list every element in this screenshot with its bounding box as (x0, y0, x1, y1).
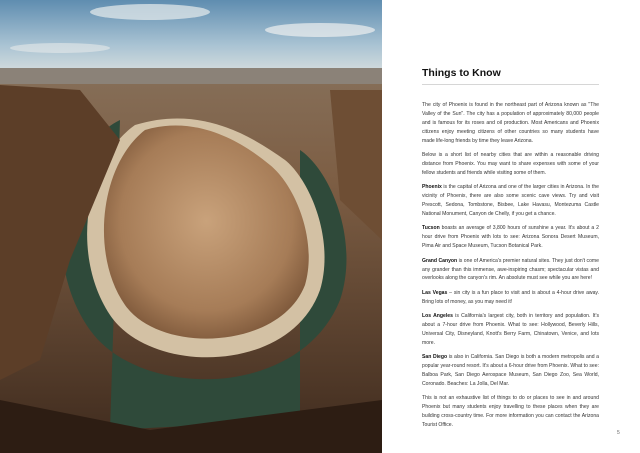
title-divider (422, 84, 599, 85)
paragraph-text: is also in California. San Diego is both a modern metropolis and a popular year-round resort. It's about a 6-hour drive from Phoenix. What to see: Balboa Park, San Diego Aerospace Museum, San Diego Zoo, Sea World, Coronado. Beaches: La Jolla, Del Mar. (422, 354, 599, 387)
paragraph-lead: Tucson (422, 225, 440, 232)
paragraph-grand-canyon (422, 257, 599, 284)
paragraph-tucson (422, 224, 599, 251)
paragraph-las-vegas (422, 289, 599, 307)
paragraph-nearby (422, 151, 599, 178)
paragraph-san-diego (422, 353, 599, 389)
paragraph-text: This is not an exhaustive list of things to do or places to see in and around Phoenix but many students enjoy travelling to these places when they are building cross-country time. For more information you can contact the Arizona Tourist Office. (422, 395, 599, 429)
paragraph-lead: Las Vegas (422, 289, 448, 296)
paragraph-lead: Grand Canyon (422, 257, 458, 264)
paragraph-text: The city of Phoenix is found in the northeast part of Arizona known as "The Valley of the Sun". The city has a population of approximately 80,000 people and is famous for its roses and oil production. Most Americans and Phoenix citizens enjoy meeting citizens of other countries so many students have made life-long friends by time they leave Arizona. (422, 102, 599, 144)
paragraph-intro (422, 101, 599, 146)
paragraph-lead: San Diego (422, 354, 448, 361)
paragraph-phoenix (422, 183, 599, 219)
paragraph-text: – sin city is a fun place to visit and is about a 4-hour drive away. Bring lots of money, as you may need it! (422, 289, 599, 305)
paragraph-text: Below is a short list of nearby cities that are within a reasonable driving distance from Phoenix. You may want to share expenses with some of your fellow students and friends while visiting some of them. (422, 152, 599, 176)
paragraph-lead: Los Angeles (422, 313, 453, 320)
paragraph-text: is the capital of Arizona and one of the larger cities in Arizona. In the vicinity of Phoenix, there are also some scenic cave views. Try and visit Prescott, Sedona, Tombstone, Bisbee, Lake Havasu, Montezuma Castle National Monument, Canyon de Chelly, if you get a chance. (422, 184, 599, 217)
paragraph-los-angeles (422, 312, 599, 348)
paragraph-lead: Phoenix (422, 184, 442, 191)
article (422, 66, 599, 436)
paragraph-closing (422, 394, 599, 430)
page-number: 5 (617, 430, 620, 436)
paragraph-text: boasts an average of 3,800 hours of sunshine a year. It's about a 2 hour drive from Phoenix with lots to see: Arizona Sonora Desert Museum, Pima Air and Space Museum, Tucson Botanical Park. (422, 225, 599, 250)
page-title: Things to Know (422, 67, 501, 79)
paragraph-text: is one of America's premier natural sites. They just don't come any grander than this immense, awe-inspiring chasm; spectacular vistas and overlooks along the canyon's rim. An absolute must see while you are here! (422, 257, 599, 282)
paragraph-text: is California's largest city, both in territory and population. It's about a 7-hour drive from Phoenix. What to see: Hollywood, Beverly Hills, Universal City, Disneyland, Knott's Berry Farm, Chinatown, Venice, and lots more. (422, 313, 599, 346)
